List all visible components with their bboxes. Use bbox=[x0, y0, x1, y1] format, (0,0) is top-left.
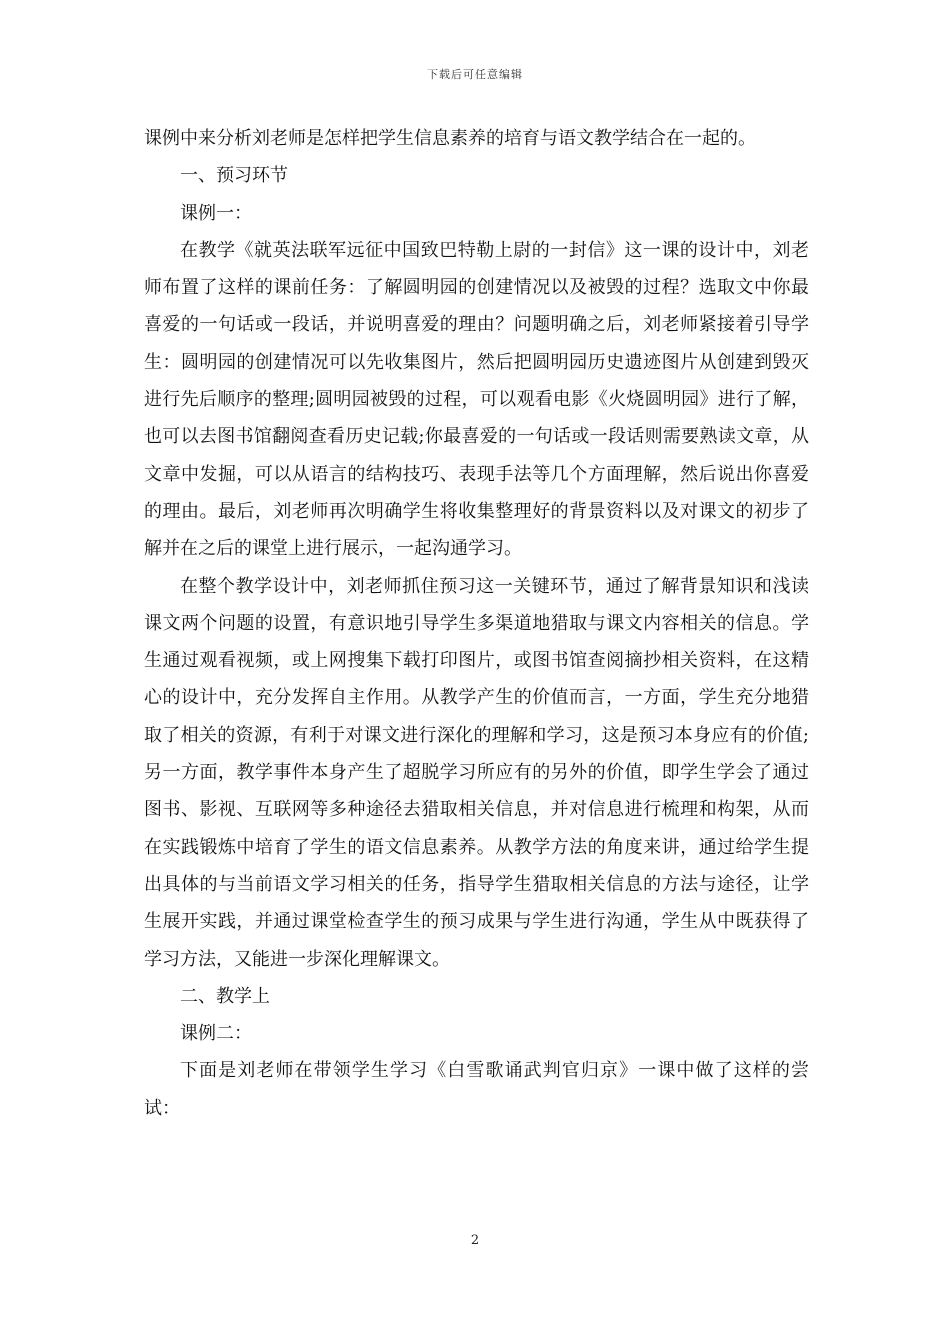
document-body bbox=[144, 120, 809, 1127]
paragraph-analysis: 在整个教学设计中，刘老师抓住预习这一关键环节，通过了解背景知识和浅读课文两个问题的设置，有意识地引导学生多渠道地猎取与课文内容相关的信息。学生通过观看视频，或上网搜集下载打印图片，或图书馆查阅摘抄相关资料，在这精心的设计中，充分发挥自主作用。从教学产生的价值而言，一方面，学生充分地猎取了相关的资源，有利于对课文进行深化的理解和学习，这是预习本身应有的价值;另一方面，教学事件本身产生了超脱学习所应有的另外的价值，即学生学会了通过图书、影视、互联网等多种途径去猎取相关信息，并对信息进行梳理和构架，从而在实践锻炼中培育了学生的语文信息素养。从教学方法的角度来讲，通过给学生提出具体的与当前语文学习相关的任务，指导学生猎取相关信息的方法与途径，让学生展开实践，并通过课堂检查学生的预习成果与学生进行沟通，学生从中既获得了学习方法，又能进一步深化理解课文。 bbox=[144, 575, 809, 970]
paragraph-case-1: 在教学《就英法联军远征中国致巴特勒上尉的一封信》这一课的设计中，刘老师布置了这样的课前任务：了解圆明园的创建情况以及被毁的过程？选取文中你最喜爱的一句话或一段话，并说明喜爱的理由？问题明确之后，刘老师紧接着引导学生：圆明园的创建情况可以先收集图片，然后把圆明园历史遗迹图片从创建到毁灭进行先后顺序的整理;圆明园被毁的过程，可以观看电影《火烧圆明园》进行了解，也可以去图书馆翻阅查看历史记载;你最喜爱的一句话或一段话则需要熟读文章，从文章中发掘，可以从语言的结构技巧、表现手法等几个方面理解，然后说出你喜爱的理由。最后，刘老师再次明确学生将收集整理好的背景资料以及对课文的初步了解并在之后的课堂上进行展示，一起沟通学习。 bbox=[144, 239, 809, 560]
paragraph-case-2: 下面是刘老师在带领学生学习《白雪歌诵武判官归京》一课中做了这样的尝试： bbox=[144, 1060, 809, 1119]
case-label-2: 课例二： bbox=[180, 1023, 252, 1045]
case-label-1: 课例一： bbox=[180, 202, 252, 224]
paragraph-continuation: 课例中来分析刘老师是怎样把学生信息素养的培育与语文教学结合在一起的。 bbox=[144, 128, 756, 149]
page-header: 下载后可任意编辑 bbox=[427, 68, 523, 81]
section-heading-preview: 一、预习环节 bbox=[180, 165, 288, 187]
section-heading-teaching: 二、教学上 bbox=[180, 985, 270, 1007]
page-number: 2 bbox=[470, 1233, 480, 1248]
